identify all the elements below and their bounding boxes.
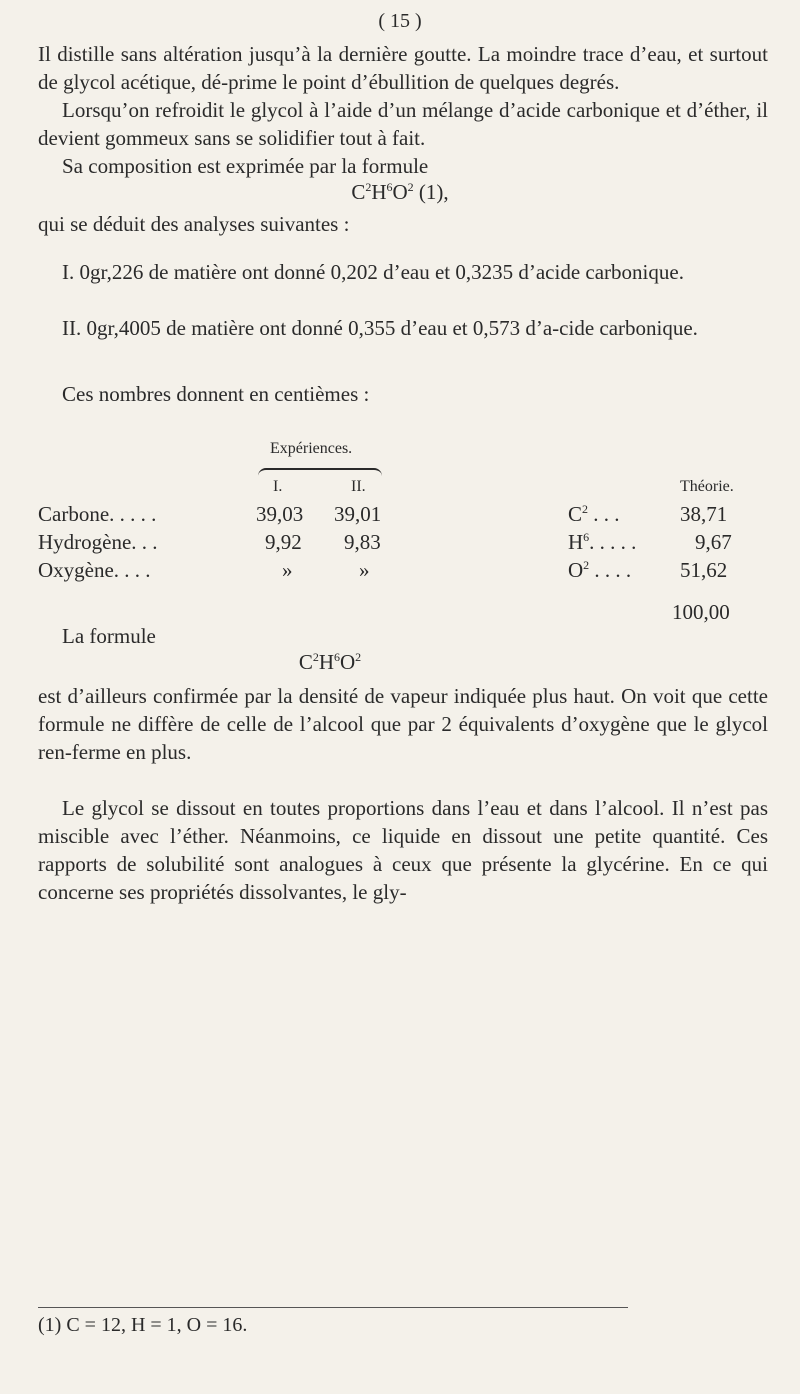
paragraph-confirmation: est d’ailleurs confirmée par la densité de vapeur indiquée plus haut. On voit que cette formule ne diffère de celle de l’alcool que par 2 équivalents d’oxygène que le glycol ren-ferme en plus. xyxy=(38,684,768,764)
paragraph-cooling: Lorsqu’on refroidit le glycol à l’aide d’un mélange d’acide carbonique et d’éther, il devient gommeux sans se solidifier tout à fait. xyxy=(38,98,768,150)
analysis-two: II. 0gr,4005 de matière ont donné 0,355 d’eau et 0,573 d’a-cide carbonique. xyxy=(62,316,698,340)
footnote-rule xyxy=(38,1307,628,1308)
experiences-header: Expériences. xyxy=(270,440,353,457)
cell-theory-carbone: 38,71 xyxy=(680,502,728,526)
chemical-formula-confirmed: $C^2H^6O^2$ xyxy=(298,650,362,674)
paragraph-distillation: Il distille sans altération jusqu’à la dernière goutte. La moindre trace d’eau, et surtout de glycol acétique, dé-prime le point d’ébullition de quelques degrés. xyxy=(38,42,768,94)
column-header-II: II. xyxy=(351,478,366,495)
cell-theory-total: 100,00 xyxy=(672,600,730,624)
page-number: ( 15 ) xyxy=(378,10,422,32)
chemical-formula-main: $C^2H^6O^2$ (1), xyxy=(351,180,449,204)
row-element-carbone: Carbone. . . . . xyxy=(38,502,157,526)
cell-formula-hydrogene: $H^6$. . . . . xyxy=(568,530,637,554)
column-header-theorie: Théorie. xyxy=(680,478,734,495)
cell-formula-oxygene: $O^2$ . . . . xyxy=(568,558,632,582)
cell-exp1-hydrogene: 9,92 xyxy=(265,530,302,554)
row-element-oxygene: Oxygène. . . . xyxy=(38,558,151,582)
cell-exp2-hydrogene: 9,83 xyxy=(344,530,381,554)
cell-exp1-oxygene: » xyxy=(282,558,293,582)
row-element-hydrogene: Hydrogène. . . xyxy=(38,530,158,554)
cell-formula-carbone: $C^2$ . . . xyxy=(568,502,620,526)
cell-exp2-carbone: 39,01 xyxy=(334,502,382,526)
footnote-atomic-weights: (1) C = 12, H = 1, O = 16. xyxy=(38,1314,248,1336)
paragraph-la-formule: La formule xyxy=(62,624,156,648)
paragraph-percentages: Ces nombres donnent en centièmes : xyxy=(62,382,370,406)
analysis-one: I. 0gr,226 de matière ont donné 0,202 d’eau et 0,3235 d’acide carbonique. xyxy=(62,260,684,284)
paragraph-analyses-intro: qui se déduit des analyses suivantes : xyxy=(38,212,350,236)
cell-theory-oxygene: 51,62 xyxy=(680,558,728,582)
paragraph-solubility: Le glycol se dissout en toutes proportions dans l’eau et dans l’alcool. Il n’est pas miscible avec l’éther. Néanmoins, ce liquide en dissout une petite quantité. Ces rapports de solubilité sont analogues à ceux que présente la glycérine. En ce qui concerne ses propriétés dissolvantes, le gly- xyxy=(38,796,768,904)
column-header-I: I. xyxy=(273,478,283,495)
cell-exp1-carbone: 39,03 xyxy=(256,502,304,526)
experiences-brace xyxy=(258,468,382,476)
cell-exp2-oxygene: » xyxy=(359,558,370,582)
paragraph-composition: Sa composition est exprimée par la formule xyxy=(62,154,429,178)
cell-theory-hydrogene: 9,67 xyxy=(695,530,732,554)
